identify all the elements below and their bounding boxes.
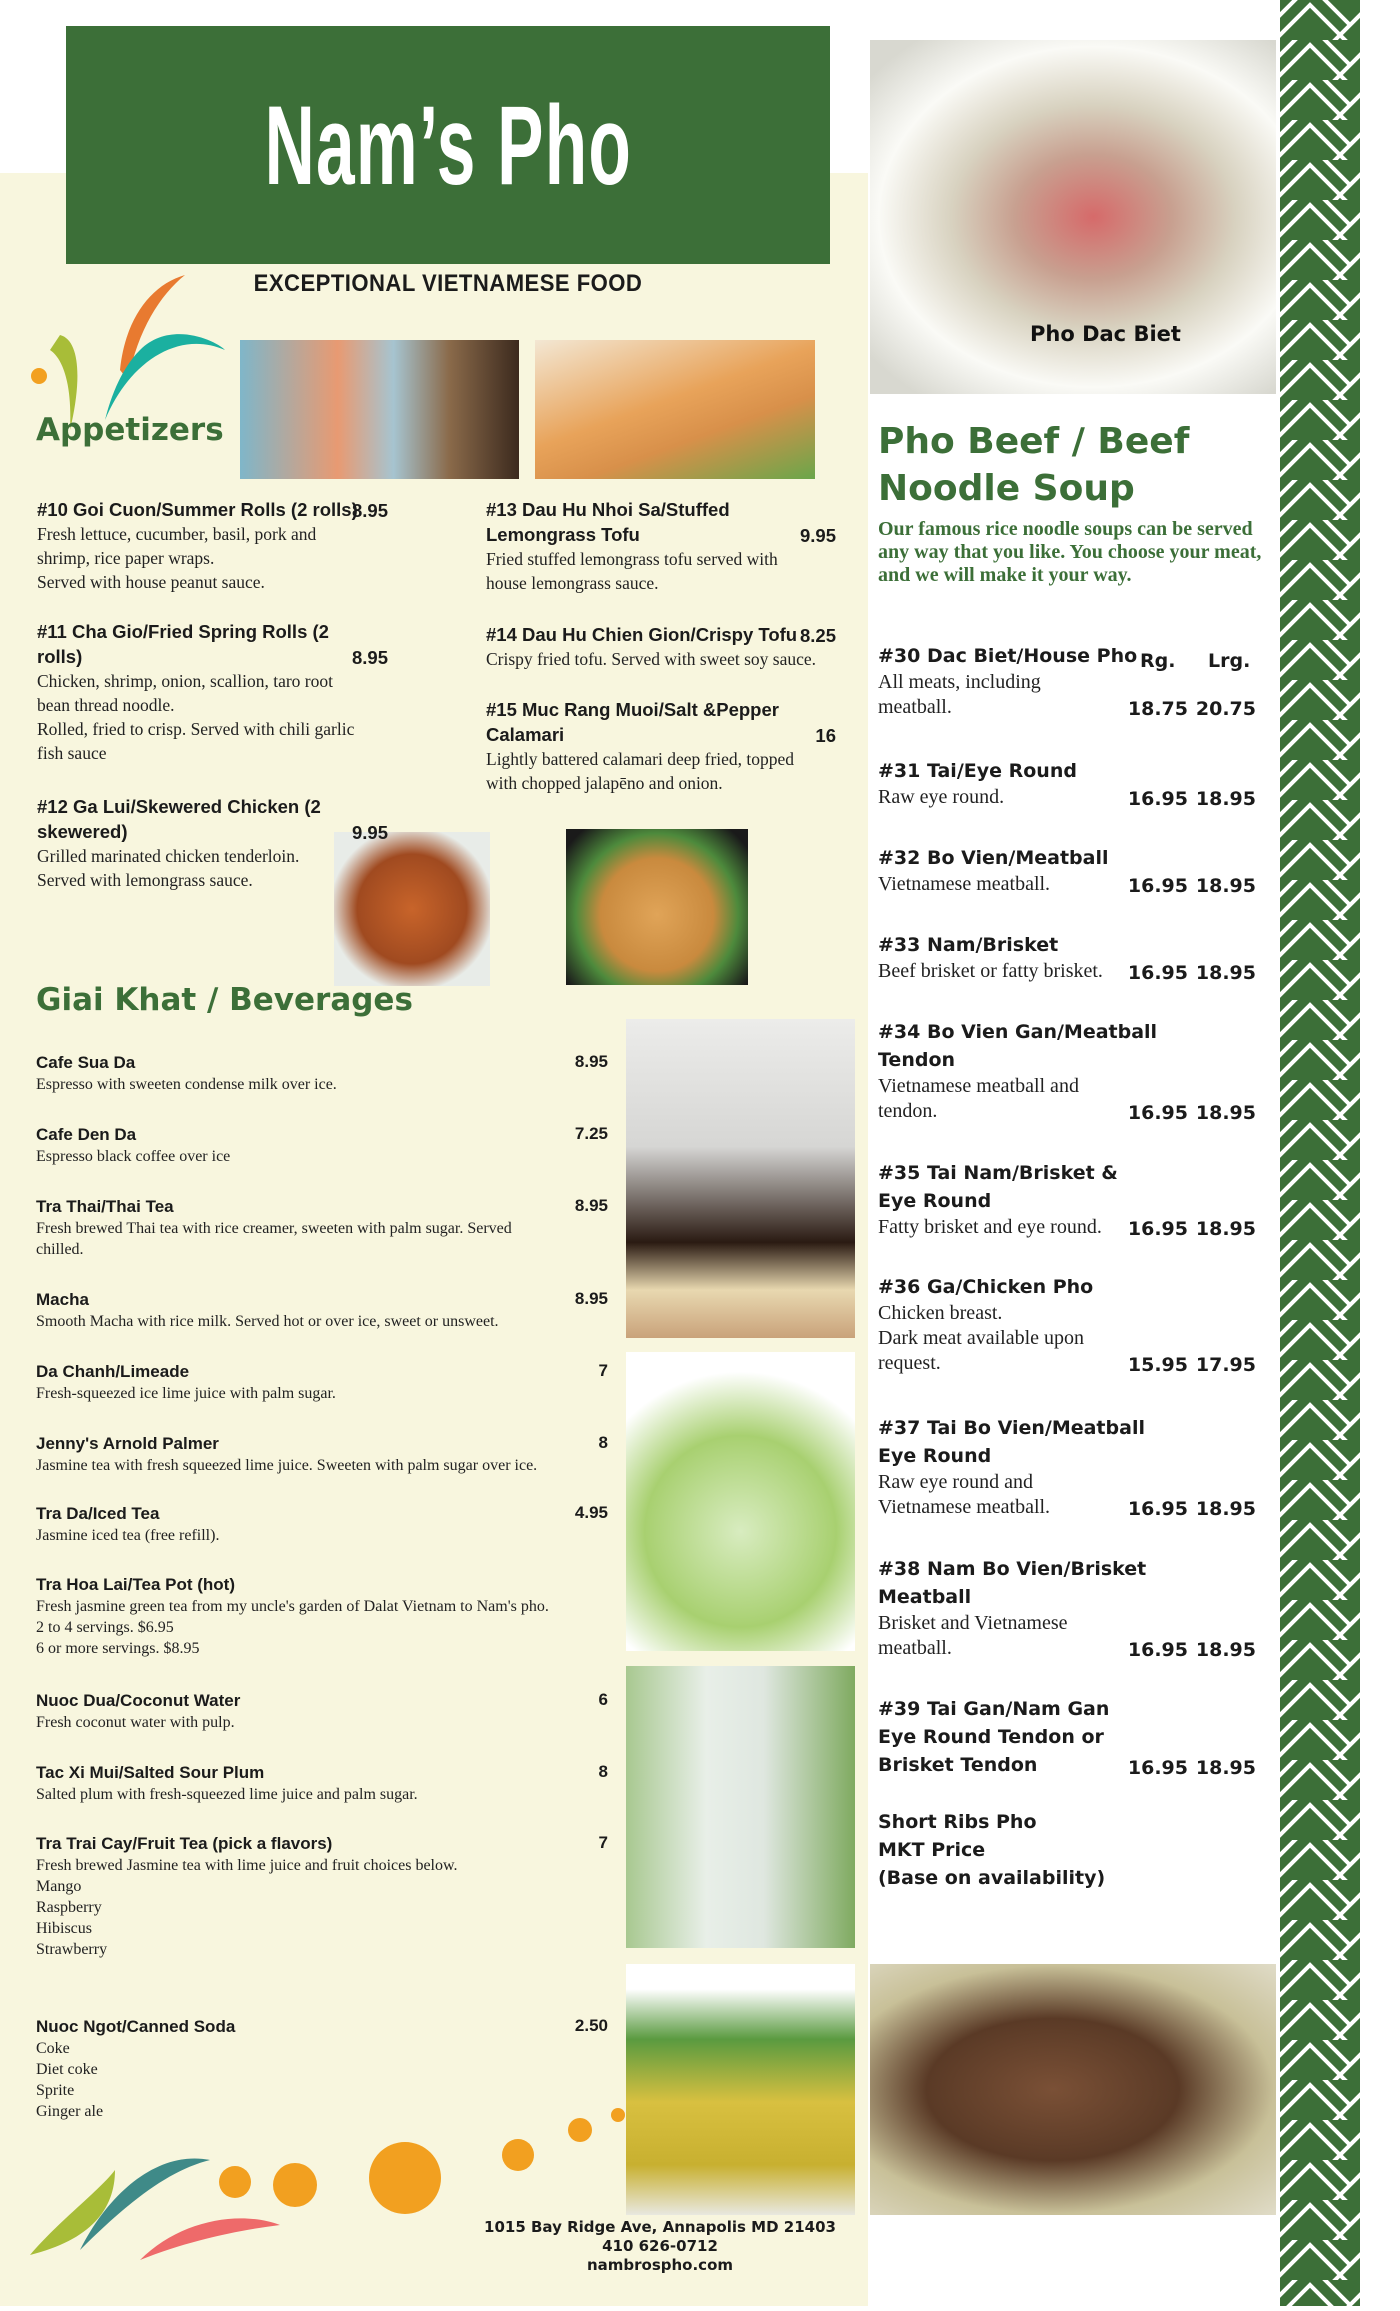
- price-regular: 16.95: [1127, 1218, 1188, 1240]
- item-price: 8.95: [574, 1196, 608, 1215]
- item-name: Short Ribs Pho MKT Price (Base on availability): [878, 1811, 1106, 1889]
- tagline: EXCEPTIONAL VIETNAMESE FOOD: [253, 270, 643, 297]
- item-name: #33 Nam/Brisket: [878, 934, 1059, 956]
- item-description: Jasmine iced tea (free refill).: [36, 1527, 220, 1544]
- beverages-heading: Giai Khat / Beverages: [36, 982, 413, 1018]
- short-ribs-photo: [870, 1964, 1276, 2215]
- price-regular: 16.95: [1127, 1639, 1188, 1661]
- beverage-item: [36, 1196, 608, 1260]
- item-description: Coke Diet coke Sprite Ginger ale: [36, 2040, 104, 2120]
- item-header: [486, 497, 836, 547]
- item-description: Fresh-squeezed ice lime juice with palm sugar.: [36, 1385, 336, 1402]
- item-description: Fatty brisket and eye round.: [878, 1216, 1102, 1238]
- item-name: #38 Nam Bo Vien/Brisket Meatball: [878, 1558, 1147, 1608]
- item-name: #14 Dau Hu Chien Gion/Crispy Tofu: [486, 624, 798, 645]
- price-large: 18.95: [1195, 1639, 1256, 1661]
- pho-intro: Our famous rice noodle soups can be served any way that you like. You choose your meat, and we will make it your way.: [878, 518, 1262, 586]
- item-name: #13 Dau Hu Nhoi Sa/Stuffed Lemongrass Tofu: [486, 499, 730, 545]
- item-description: Beef brisket or fatty brisket.: [878, 960, 1103, 982]
- item-name: #35 Tai Nam/Brisket & Eye Round: [878, 1162, 1118, 1212]
- item-description: Fresh brewed Thai tea with rice creamer, sweeten with palm sugar. Served chilled.: [36, 1220, 512, 1258]
- item-description: Fresh jasmine green tea from my uncle's garden of Dalat Vietnam to Nam's pho. 2 to 4 servings. $6.95 6 or more servings. $8.95: [36, 1598, 549, 1657]
- item-name: Tra Trai Cay/Fruit Tea (pick a flavors): [36, 1834, 333, 1853]
- item-description: Fresh lettuce, cucumber, basil, pork and shrimp, rice paper wraps. Served with house peanut sauce.: [37, 524, 317, 592]
- appetizer-item: [486, 622, 836, 671]
- item-name: #10 Goi Cuon/Summer Rolls (2 rolls): [37, 499, 358, 520]
- item-name: Nuoc Dua/Coconut Water: [36, 1691, 241, 1710]
- price-regular: 18.75: [1127, 698, 1188, 720]
- title-banner: [66, 26, 830, 264]
- appetizers-heading: Appetizers: [36, 412, 224, 448]
- item-name: Tac Xi Mui/Salted Sour Plum: [36, 1763, 265, 1782]
- item-price: 7: [598, 1361, 608, 1380]
- summer-rolls-photo: [240, 340, 519, 479]
- price-large: 18.95: [1195, 962, 1256, 984]
- item-price: 7: [598, 1833, 608, 1852]
- item-header: [486, 697, 836, 747]
- price-large: 18.95: [1195, 1498, 1256, 1520]
- item-price: 8.95: [351, 500, 388, 521]
- item-price: 7.25: [574, 1124, 608, 1143]
- item-price: 16: [815, 725, 836, 746]
- pho-item: [878, 1018, 1258, 1124]
- item-name: Nuoc Ngot/Canned Soda: [36, 2017, 236, 2036]
- price-large: 18.95: [1195, 788, 1256, 810]
- item-name: #30 Dac Biet/House Pho: [878, 645, 1138, 667]
- size-regular-label: Rg.: [1140, 650, 1176, 672]
- item-description: Vietnamese meatball.: [878, 873, 1051, 895]
- item-name: #37 Tai Bo Vien/Meatball Eye Round: [878, 1417, 1145, 1467]
- item-name: #34 Bo Vien Gan/Meatball Tendon: [878, 1021, 1158, 1071]
- item-header: [37, 794, 388, 844]
- item-description: Chicken breast. Dark meat available upon request.: [878, 1302, 1085, 1374]
- item-description: Raw eye round.: [878, 786, 1005, 808]
- zigzag-border-stripe: [1280, 0, 1360, 2306]
- item-name: #31 Tai/Eye Round: [878, 760, 1077, 782]
- item-price: 8.95: [574, 1289, 608, 1308]
- price-regular: 16.95: [1127, 875, 1188, 897]
- item-price: 8.25: [799, 625, 836, 646]
- size-large-label: Lrg.: [1208, 650, 1251, 672]
- pho-item: [878, 931, 1258, 984]
- item-name: #12 Ga Lui/Skewered Chicken (2 skewered): [37, 796, 321, 842]
- pho-item: [878, 1695, 1258, 1779]
- pho-item: [878, 1159, 1258, 1240]
- item-description: Smooth Macha with rice milk. Served hot or over ice, sweet or unsweet.: [36, 1313, 499, 1330]
- price-large: 20.75: [1195, 698, 1256, 720]
- item-name: #11 Cha Gio/Fried Spring Rolls (2 rolls): [37, 621, 329, 667]
- item-price: 6: [598, 1690, 608, 1709]
- price-large: 18.95: [1195, 875, 1256, 897]
- tea-photo: [626, 1964, 855, 2215]
- item-description: Espresso with sweeten condense milk over ice.: [36, 1076, 337, 1093]
- appetizer-item: [486, 497, 836, 595]
- beverage-item: [36, 1124, 608, 1167]
- item-name: #39 Tai Gan/Nam Gan Eye Round Tendon or Brisket Tendon: [878, 1698, 1110, 1776]
- item-name: Tra Hoa Lai/Tea Pot (hot): [36, 1575, 235, 1594]
- item-price: 8.95: [574, 1052, 608, 1071]
- item-description: Vietnamese meatball and tendon.: [878, 1075, 1079, 1122]
- item-name: Da Chanh/Limeade: [36, 1362, 190, 1381]
- beverage-item: [36, 1052, 608, 1095]
- price-regular: 16.95: [1127, 962, 1188, 984]
- pho-item: [878, 844, 1258, 897]
- pho-item: [878, 757, 1258, 810]
- item-description: Espresso black coffee over ice: [36, 1148, 231, 1165]
- item-description: Lightly battered calamari deep fried, topped with chopped jalapēno and onion.: [486, 749, 795, 793]
- item-description: Fresh coconut water with pulp.: [36, 1714, 235, 1731]
- limeade-photo: [626, 1352, 855, 1651]
- item-price: 9.95: [799, 525, 836, 546]
- pho-photo-caption: Pho Dac Biet: [1030, 322, 1181, 346]
- appetizer-item: [37, 497, 388, 594]
- coconut-water-photo: [626, 1666, 855, 1948]
- item-name: Jenny's Arnold Palmer: [36, 1434, 219, 1453]
- phone[interactable]: 410 626-0712: [602, 2237, 718, 2255]
- restaurant-name: Nam’s Pho: [264, 82, 632, 208]
- item-description: Salted plum with fresh-squeezed lime juice and palm sugar.: [36, 1786, 418, 1803]
- pho-item: [878, 1808, 1258, 1892]
- beverage-item: [36, 1690, 608, 1733]
- pho-item: [878, 642, 1258, 720]
- calamari-photo: [566, 829, 748, 985]
- item-description: Brisket and Vietnamese meatball.: [878, 1612, 1068, 1659]
- item-description: Grilled marinated chicken tenderloin. Served with lemongrass sauce.: [37, 846, 300, 890]
- footer-contact: [420, 2218, 900, 2275]
- item-price: 4.95: [574, 1503, 608, 1522]
- beverage-item: [36, 1361, 608, 1404]
- price-regular: 16.95: [1127, 788, 1188, 810]
- item-name: Tra Da/Iced Tea: [36, 1504, 160, 1523]
- pho-item: [878, 1555, 1258, 1661]
- item-price: 2.50: [574, 2016, 608, 2035]
- item-name: Tra Thai/Thai Tea: [36, 1197, 174, 1216]
- item-description: Jasmine tea with fresh squeezed lime juice. Sweeten with palm sugar over ice.: [36, 1457, 538, 1474]
- item-description: Fried stuffed lemongrass tofu served with house lemongrass sauce.: [486, 549, 778, 593]
- price-large: 18.95: [1195, 1102, 1256, 1124]
- item-header: [37, 497, 388, 522]
- item-price: 9.95: [351, 822, 388, 843]
- item-description: All meats, including meatball.: [878, 671, 1041, 718]
- pho-item: [878, 1414, 1258, 1520]
- item-description: Crispy fried tofu. Served with sweet soy sauce.: [486, 649, 816, 669]
- item-header: [486, 622, 836, 647]
- appetizer-item: [37, 619, 388, 765]
- price-large: 18.95: [1195, 1218, 1256, 1240]
- price-regular: 16.95: [1127, 1102, 1188, 1124]
- item-price: 8.95: [351, 647, 388, 668]
- item-name: Cafe Den Da: [36, 1125, 137, 1144]
- item-name: Cafe Sua Da: [36, 1053, 136, 1072]
- appetizer-item: [37, 794, 388, 892]
- item-header: [37, 619, 388, 669]
- beverage-item: [36, 1762, 608, 1805]
- spring-rolls-photo: [535, 340, 815, 479]
- beverage-item: [36, 1833, 608, 1960]
- item-description: Raw eye round and Vietnamese meatball.: [878, 1471, 1051, 1518]
- beverage-item: [36, 2016, 608, 2122]
- price-regular: 16.95: [1127, 1757, 1188, 1779]
- item-price: 8: [598, 1433, 608, 1452]
- item-name: Macha: [36, 1290, 89, 1309]
- price-regular: 15.95: [1127, 1354, 1188, 1376]
- price-large: 18.95: [1195, 1757, 1256, 1779]
- pho-item: [878, 1273, 1258, 1376]
- item-name: #32 Bo Vien/Meatball: [878, 847, 1109, 869]
- vietnamese-coffee-photo: [626, 1019, 855, 1338]
- item-description: Chicken, shrimp, onion, scallion, taro root bean thread noodle. Rolled, fried to crisp. Served with chili garlic fish sauce: [37, 671, 355, 763]
- address: 1015 Bay Ridge Ave, Annapolis MD 21403: [484, 2218, 836, 2236]
- item-description: Fresh brewed Jasmine tea with lime juice and fruit choices below. Mango Raspberry Hibiscus Strawberry: [36, 1857, 458, 1958]
- pho-heading: Pho Beef / Beef Noodle Soup: [878, 421, 1190, 509]
- beverage-item: [36, 1289, 608, 1332]
- price-regular: 16.95: [1127, 1498, 1188, 1520]
- beverage-item: [36, 1503, 608, 1546]
- item-price: 8: [598, 1762, 608, 1781]
- beverage-item: [36, 1574, 608, 1659]
- appetizer-item: [486, 697, 836, 795]
- price-large: 17.95: [1195, 1354, 1256, 1376]
- item-name: #36 Ga/Chicken Pho: [878, 1276, 1094, 1298]
- beverage-item: [36, 1433, 608, 1476]
- website-link[interactable]: nambrospho.com: [586, 2256, 734, 2274]
- item-name: #15 Muc Rang Muoi/Salt &Pepper Calamari: [486, 699, 779, 745]
